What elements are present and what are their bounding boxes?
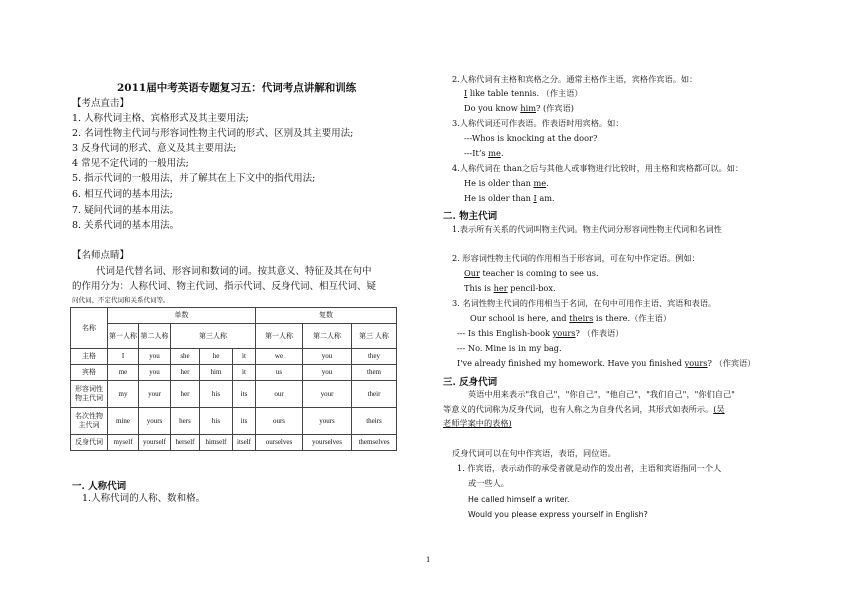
- table-cell: her: [171, 365, 200, 381]
- table-cell: they: [352, 349, 397, 365]
- body-line: [443, 404, 725, 415]
- table-cell: it: [233, 365, 256, 381]
- example-text: Do you know: [464, 103, 521, 113]
- example-line: [464, 178, 549, 189]
- example-line: Would you please express yourself in English?: [468, 510, 648, 519]
- example-line: [464, 193, 555, 204]
- example-text: Our school is here, and: [470, 313, 570, 323]
- example-text: He is older than: [464, 178, 534, 188]
- kaodian-item: 7. 疑问代词的基本用法。: [72, 205, 180, 216]
- table-cell: it: [233, 349, 256, 365]
- table-header-single: 单数: [108, 308, 256, 324]
- underlined-word: yours: [684, 358, 708, 368]
- table-cell: their: [352, 381, 397, 408]
- table-row-label: 形容词性物主代词: [71, 381, 108, 408]
- body-line: 3.人称代词还可作表语。作表语时用宾格。如：: [452, 118, 624, 128]
- mingshi-paragraph: 问代词、不定代词和关系代词等。: [72, 296, 170, 304]
- underlined-word: I: [464, 88, 468, 98]
- table-header-name: 名称: [71, 308, 108, 349]
- table-cell: her: [171, 381, 200, 408]
- body-line: 3. 名词性物主代词的作用相当于名词，在句中可用作主语、宾语和表语。: [452, 298, 717, 308]
- table-cell: theirs: [352, 408, 397, 435]
- example-text: pencil-box.: [507, 283, 556, 293]
- table-cell: ourselves: [256, 435, 303, 451]
- table-subheader: 第一人称: [108, 324, 139, 349]
- table-cell: its: [233, 381, 256, 408]
- body-line: 1. 作宾语，表示动作的承受者就是动作的发出者，主语和宾语指同一个人: [457, 463, 722, 473]
- table-cell: themselves: [352, 435, 397, 451]
- page-title: 2011届中考英语专题复习五：代词考点讲解和训练: [117, 82, 357, 94]
- example-line: ---Whos is knocking at the door?: [464, 133, 598, 143]
- kaodian-item: 8. 关系代词的基本用法。: [72, 220, 180, 231]
- mingshi-heading: 【名师点睛】: [72, 250, 130, 261]
- table-row: [71, 435, 397, 451]
- table-cell: itself: [233, 435, 256, 451]
- example-text: is there.（作主语）: [593, 313, 672, 323]
- example-line: [464, 148, 503, 159]
- example-text: ? (作宾语): [535, 103, 574, 113]
- body-line: 英语中用来表示"我自己"，"你自己"，"他自己"，"我们自己"，"你们自己": [468, 389, 735, 399]
- kaodian-item: 6. 相互代词的基本用法;: [72, 189, 173, 200]
- table-cell: ours: [256, 408, 303, 435]
- example-text: --- Is this English-book: [457, 328, 553, 338]
- table-cell: you: [303, 349, 352, 365]
- page-number: 1: [426, 556, 431, 564]
- underlined-word: her: [493, 283, 508, 293]
- kaodian-heading: 【考点直击】: [72, 98, 130, 109]
- table-cell: them: [352, 365, 397, 381]
- section-heading: 一. 人称代词: [72, 481, 127, 492]
- example-text: ? （作表语）: [575, 328, 624, 338]
- example-line: [464, 268, 599, 279]
- table-row-label: 主格: [71, 349, 108, 365]
- table-row: [71, 408, 397, 435]
- table-subheader: 第二人称: [139, 324, 171, 349]
- table-cell: herself: [171, 435, 200, 451]
- table-cell: he: [200, 349, 233, 365]
- table-cell: him: [200, 365, 233, 381]
- kaodian-item: 4 常见不定代词的一般用法;: [72, 158, 189, 169]
- example-text: like table tennis. （作主语）: [467, 88, 583, 98]
- mingshi-paragraph: 的作用分为：人称代词、物主代词、指示代词、反身代词、相互代词、疑: [72, 281, 377, 292]
- example-text: am.: [536, 193, 555, 203]
- underlined-word: yours: [552, 328, 576, 338]
- example-text: ---It’s: [464, 148, 489, 158]
- underlined-word: me: [533, 178, 547, 188]
- table-cell: you: [139, 349, 171, 365]
- table-cell: its: [233, 408, 256, 435]
- body-text: 等意义的代词称为反身代词，也有人称之为自身代名词，其形式如表所示。: [443, 404, 714, 414]
- example-line: [464, 283, 556, 294]
- example-line: [464, 103, 574, 114]
- example-text: .: [500, 148, 504, 158]
- underlined-word: (吴: [713, 404, 725, 414]
- table-row: [71, 349, 397, 365]
- kaodian-item: 3 反身代词的形式、意义及其主要用法;: [72, 143, 237, 154]
- table-row-label: 名次性物主代词: [71, 408, 108, 435]
- kaodian-item: 2. 名词性物主代词与形容词性物主代词的形式、区别及其主要用法;: [72, 128, 354, 139]
- example-line: [464, 88, 583, 99]
- table-cell: mine: [108, 408, 139, 435]
- table-cell: your: [303, 381, 352, 408]
- underlined-word: I: [533, 193, 537, 203]
- table-cell: she: [171, 349, 200, 365]
- kaodian-item: 1. 人称代词主格、宾格形式及其主要用法;: [72, 113, 249, 124]
- table-cell: hers: [171, 408, 200, 435]
- example-line: [457, 328, 623, 339]
- table-cell: his: [200, 381, 233, 408]
- pronoun-table: [70, 307, 397, 451]
- section-heading: 二. 物主代词: [443, 211, 498, 222]
- table-subheader: 第一人称: [256, 324, 303, 349]
- table-header-plural: 复数: [256, 308, 397, 324]
- table-cell: your: [139, 381, 171, 408]
- table-cell: you: [303, 365, 352, 381]
- body-line: 4.人称代词在 than之后与其他人或事物进行比较时，用主格和宾格都可以。如：: [452, 163, 744, 173]
- table-cell: I: [108, 349, 139, 365]
- example-line: [470, 313, 671, 324]
- body-line: 反身代词可以在句中作宾语，表语，同位语。: [452, 448, 616, 458]
- body-line: 1.人称代词的人称、数和格。: [82, 493, 206, 504]
- underlined-word: me: [488, 148, 501, 158]
- example-text: I've already finished my homework. Have you finished: [457, 358, 685, 368]
- table-cell: yours: [303, 408, 352, 435]
- table-row: [71, 365, 397, 381]
- table-cell: my: [108, 381, 139, 408]
- example-text: ? （作宾语）: [707, 358, 756, 368]
- underlined-word: 老师学案中的表格): [443, 418, 512, 428]
- table-cell: himself: [200, 435, 233, 451]
- table-cell: his: [200, 408, 233, 435]
- table-subheader: 第二人称: [303, 324, 352, 349]
- example-line: --- No. Mine is in my bag.: [457, 343, 562, 353]
- table-cell: yourselves: [303, 435, 352, 451]
- table-cell: yours: [139, 408, 171, 435]
- table-cell: me: [108, 365, 139, 381]
- example-line: He called himself a writer.: [468, 495, 570, 504]
- table-cell: our: [256, 381, 303, 408]
- example-text: teacher is coming to see us.: [479, 268, 599, 278]
- body-line: 1.表示所有关系的代词叫物主代词。物主代词分形容词性物主代词和名词性: [452, 224, 722, 234]
- table-cell: yourself: [139, 435, 171, 451]
- table-row: [71, 381, 397, 408]
- table-cell: we: [256, 349, 303, 365]
- underlined-word: him: [520, 103, 536, 113]
- table-cell: you: [139, 365, 171, 381]
- mingshi-paragraph: 代词是代替名词、形容词和数词的词。按其意义、特征及其在句中: [96, 266, 372, 277]
- body-line: 2. 形容词性物主代词的作用相当于形容词，可在句中作定语。例如：: [452, 253, 700, 263]
- underlined-word: theirs: [569, 313, 594, 323]
- table-cell: myself: [108, 435, 139, 451]
- example-text: .: [546, 178, 549, 188]
- table-cell: us: [256, 365, 303, 381]
- example-text: He is older than: [464, 193, 534, 203]
- kaodian-item: 5. 指示代词的一般用法，并了解其在上下文中的指代用法;: [72, 173, 316, 184]
- body-line: 2.人称代词有主格和宾格之分。通常主格作主语，宾格作宾语。如：: [452, 74, 698, 84]
- table-subheader: 第三 人称: [352, 324, 397, 349]
- example-line: [457, 358, 755, 369]
- underlined-word: Our: [464, 268, 480, 278]
- table-subheader: 第三人称: [171, 324, 256, 349]
- body-line: [443, 418, 512, 429]
- example-text: This is: [464, 283, 494, 293]
- table-row-label: 反身代词: [71, 435, 108, 451]
- body-line: 或一些人。: [468, 478, 509, 488]
- section-heading: 三. 反身代词: [443, 377, 498, 388]
- table-row-label: 宾格: [71, 365, 108, 381]
